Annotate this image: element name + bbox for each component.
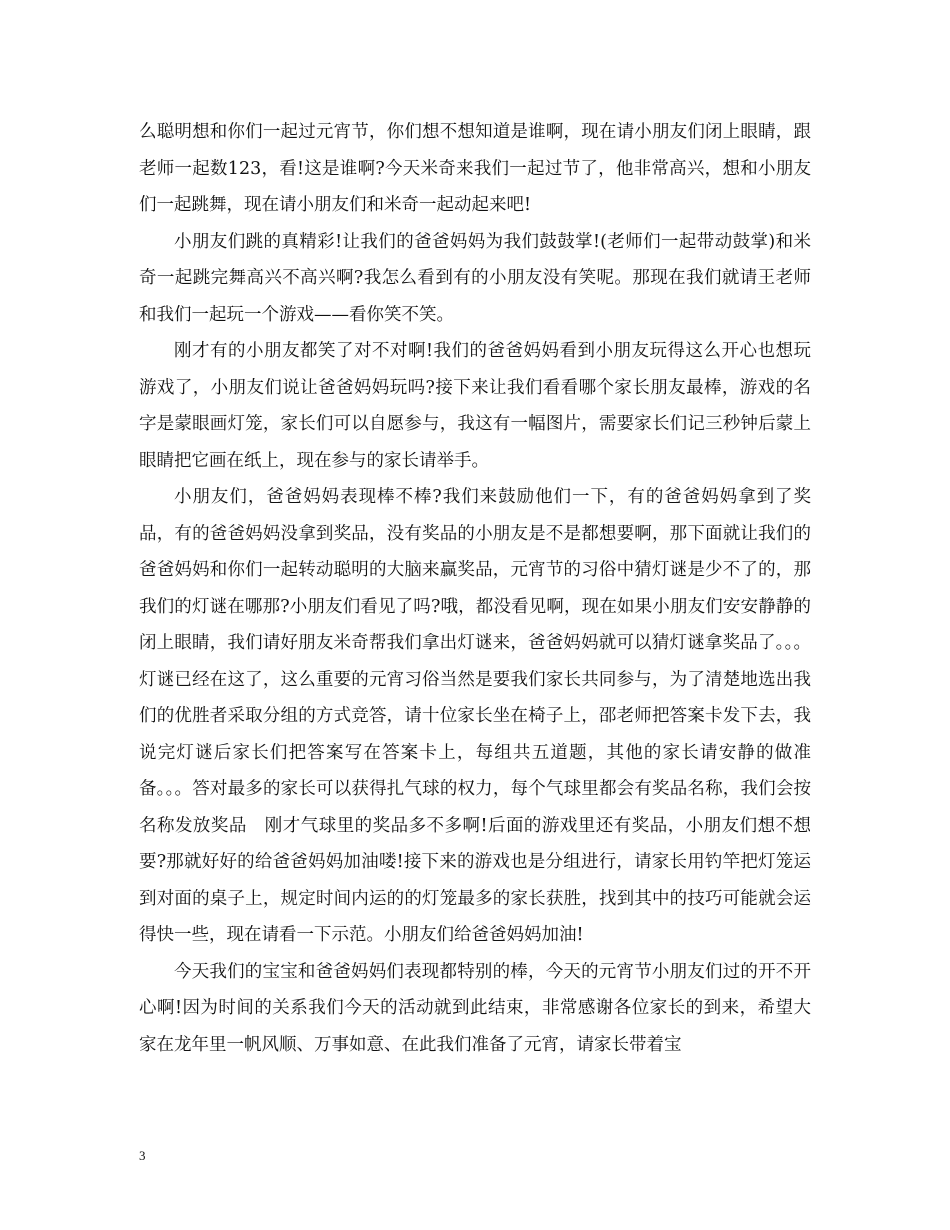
document-body [139,114,811,1063]
paragraph-continuation: 么聪明想和你们一起过元宵节，你们想不想知道是谁啊，现在请小朋友们闭上眼睛，跟老师一起数123，看!这是谁啊?今天米奇来我们一起过节了，他非常高兴，想和小朋友们一起跳舞，现在请小朋友们和米奇一起动起来吧! [139,122,811,215]
paragraph: 刚才有的小朋友都笑了对不对啊!我们的爸爸妈妈看到小朋友玩得这么开心也想玩游戏了，小朋友们说让爸爸妈妈玩吗?接下来让我们看看哪个家长朋友最棒，游戏的名字是蒙眼画灯笼，家长们可以自愿参与，我这有一幅图片，需要家长们记三秒钟后蒙上眼睛把它画在纸上，现在参与的家长请举手。 [139,341,811,471]
paragraph: 今天我们的宝宝和爸爸妈妈们表现都特别的棒，今天的元宵节小朋友们过的开不开心啊!因为时间的关系我们今天的活动就到此结束，非常感谢各位家长的到来，希望大家在龙年里一帆风顺、万事如意、在此我们准备了元宵，请家长带着宝 [139,961,811,1055]
paragraph: 小朋友们跳的真精彩!让我们的爸爸妈妈为我们鼓鼓掌!(老师们一起带动鼓掌)和米奇一起跳完舞高兴不高兴啊?我怎么看到有的小朋友没有笑呢。那现在我们就请王老师和我们一起玩一个游戏——看你笑不笑。 [139,231,811,325]
page-number: 3 [139,1148,146,1163]
paragraph: 小朋友们，爸爸妈妈表现棒不棒?我们来鼓励他们一下，有的爸爸妈妈拿到了奖品，有的爸爸妈妈没拿到奖品，没有奖品的小朋友是不是都想要啊，那下面就让我们的爸爸妈妈和你们一起转动聪明的大脑来赢奖品，元宵节的习俗中猜灯谜是少不了的，那我们的灯谜在哪那?小朋友们看见了吗?哦，都没看见啊，现在如果小朋友们安安静静的闭上眼睛，我们请好朋友米奇帮我们拿出灯谜来，爸爸妈妈就可以猜灯谜拿奖品了。。。灯谜已经在这了，这么重要的元宵习俗当然是要我们家长共同参与，为了清楚地选出我们的优胜者采取分组的方式竞答，请十位家长坐在椅子上，邵老师把答案卡发下去，我说完灯谜后家长们把答案写在答案卡上，每组共五道题，其他的家长请安静的做准备。。。答对最多的家长可以获得扎气球的权力，每个气球里都会有奖品名称，我们会按名称发放奖品 刚才气球里的奖品多不多啊!后面的游戏里还有奖品，小朋友们想不想要?那就好好的给爸爸妈妈加油喽!接下来的游戏也是分组进行，请家长用钓竿把灯笼运到对面的桌子上，规定时间内运的的灯笼最多的家长获胜，找到其中的技巧可能就会运得快一些，现在请看一下示范。小朋友们给爸爸妈妈加油! [139,487,811,945]
